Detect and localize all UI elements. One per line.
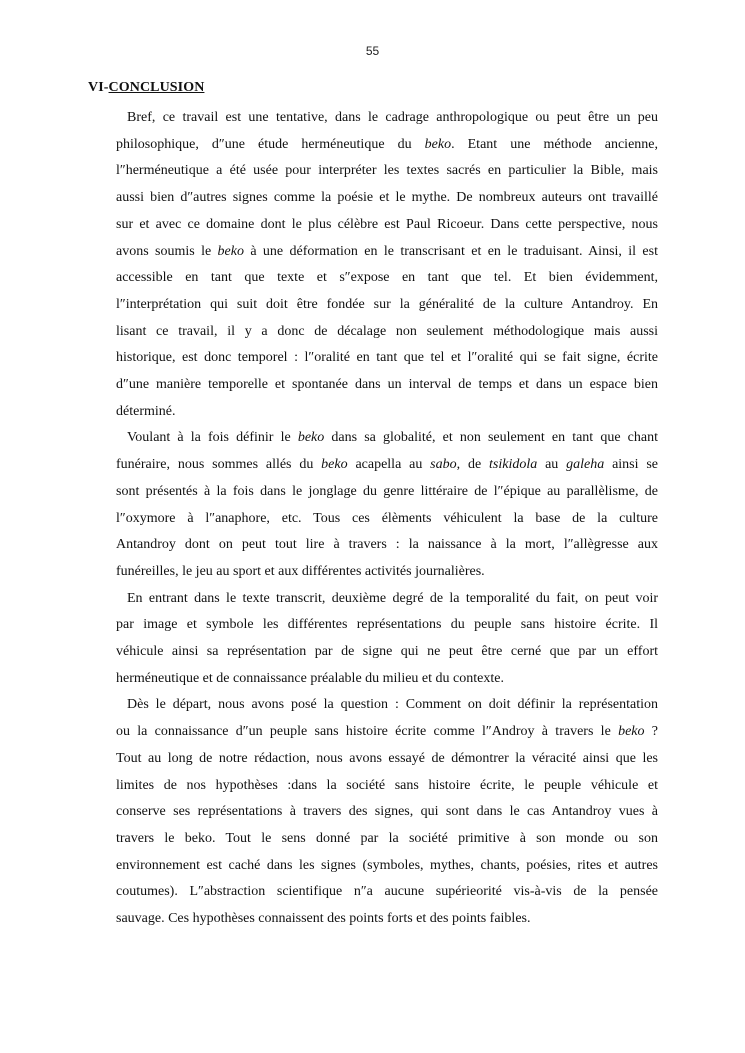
text-run: ? (644, 724, 658, 740)
text-line (116, 506, 658, 533)
text-run: à une déformation en le transcrisant et en le traduisant. Ainsi, il est (243, 243, 658, 259)
section-number: VI- (88, 80, 109, 95)
text-run: aussi bien d″autres signes comme la poésie et le mythe. De nombreux auteurs ont travaillé (116, 190, 658, 206)
text-run: sont présentés à la fois dans le jonglage du genre littéraire de l″épique au parallèlisme, de (116, 483, 658, 499)
text-run: l″oxymore à l″anaphore, etc. Tous ces élèments véhiculent la base de la culture (116, 510, 658, 526)
text-line (116, 853, 658, 880)
paragraph (116, 586, 658, 693)
text-line (116, 345, 658, 372)
section-heading (88, 80, 204, 96)
text-line (116, 239, 658, 266)
text-line (116, 132, 658, 159)
text-run: , de (456, 457, 490, 473)
text-line (116, 879, 658, 906)
text-run: l″herméneutique a été usée pour interpréter les textes sacrés en particulier la Bible, mais (116, 163, 658, 179)
page-number: 55 (365, 44, 380, 58)
text-run: par image et symbole les différentes représentations du peuple sans histoire écrite. Il (116, 617, 658, 633)
text-line (116, 265, 658, 292)
text-run: funéraire, nous sommes allés du (116, 457, 322, 473)
text-run: sauvage. Ces hypothèses connaissent des points forts et des points faibles. (116, 911, 531, 927)
italic-term: beko (321, 457, 348, 473)
text-run: avons soumis le (116, 243, 218, 259)
text-run: limites de nos hypothèses :dans la société sans histoire écrite, le peuple véhicule et (116, 777, 658, 793)
italic-term: beko (217, 243, 244, 259)
text-line (116, 826, 658, 853)
text-run: Voulant à la fois définir le (127, 430, 298, 446)
text-line (116, 773, 658, 800)
text-line (116, 586, 658, 613)
text-line (116, 559, 658, 586)
text-run: ainsi se (604, 457, 659, 473)
text-run: véhicule ainsi sa représentation par de signe qui ne peut être cerné que par un effort (116, 644, 658, 660)
text-run: acapella au (347, 457, 431, 473)
paragraph (116, 692, 658, 932)
text-line (116, 799, 658, 826)
text-line (116, 639, 658, 666)
text-run: herméneutique et de connaissance préalable du milieu et du contexte. (116, 670, 504, 686)
text-run: dans sa globalité, et non seulement en tant que chant (324, 430, 658, 446)
text-run: d″une manière temporelle et spontanée dans un interval de temps et dans un espace bien (116, 377, 658, 393)
text-run: Bref, ce travail est une tentative, dans le cadrage anthropologique ou peut être un peu (127, 110, 658, 125)
text-line (116, 399, 658, 426)
italic-term: beko (297, 430, 325, 446)
text-line (116, 158, 658, 185)
text-line (116, 532, 658, 559)
text-run: environnement est caché dans les signes (symboles, mythes, chants, poésies, rites et autres (116, 857, 658, 873)
text-run: . Etant une méthode ancienne, (451, 136, 658, 152)
text-run: philosophique, d″une étude herméneutique du (116, 136, 425, 152)
paragraph (116, 425, 658, 585)
text-line (116, 612, 658, 639)
text-line (116, 372, 658, 399)
text-run: historique, est donc temporel : l″oralité en tant que tel et l″oralité qui se fait signe, écrite (116, 350, 658, 366)
text-line (116, 292, 658, 319)
text-run: au (537, 457, 567, 473)
text-run: Dès le départ, nous avons posé la question : Comment on doit définir la représentation (127, 697, 658, 713)
section-title: CONCLUSION (108, 80, 205, 95)
text-run: Tout au long de notre rédaction, nous avons essayé de démontrer la véracité ainsi que les (116, 750, 658, 766)
italic-term: tsikidola (489, 457, 538, 473)
italic-term: sabo (430, 457, 457, 473)
italic-term: beko (424, 136, 452, 152)
text-line (116, 319, 658, 346)
text-run: conserve ses représentations à travers des signes, qui sont dans le cas Antandroy vues à (116, 804, 658, 820)
text-run: travers le beko. Tout le sens donné par la société primitive à son monde ou son (116, 830, 658, 846)
text-line (116, 185, 658, 212)
text-run: funéreilles, le jeu au sport et aux différentes activités journalières. (116, 563, 485, 579)
text-line (116, 666, 658, 693)
text-run: coutumes). L″abstraction scientifique n″a aucune supérieorité vis-à-vis de la pensée (116, 884, 658, 900)
text-run: l″interprétation qui suit doit être fondée sur la généralité de la culture Antandroy. En (116, 296, 658, 312)
text-run: sur et avec ce domaine dont le plus célèbre est Paul Ricoeur. Dans cette perspective, nous (116, 216, 658, 232)
body-text (116, 105, 658, 933)
text-run: lisant ce travail, il y a donc de décalage non seulement méthodologique mais aussi (116, 323, 658, 339)
text-line (116, 719, 658, 746)
text-line (116, 105, 658, 132)
text-line (116, 906, 658, 933)
text-line (116, 452, 658, 479)
text-run: accessible en tant que texte et s″expose en tant que tel. Et bien évidemment, (116, 270, 658, 286)
text-line (116, 425, 658, 452)
text-run: ou la connaissance d″un peuple sans histoire écrite comme l″Androy à travers le (116, 724, 619, 740)
text-line (116, 692, 658, 719)
italic-term: beko (618, 724, 645, 740)
text-run: Antandroy dont on peut tout lire à travers : la naissance à la mort, l″allègresse aux (116, 537, 658, 553)
text-line (116, 212, 658, 239)
text-run: déterminé. (116, 403, 176, 419)
text-line (116, 479, 658, 506)
text-line (116, 746, 658, 773)
text-run: En entrant dans le texte transcrit, deuxième degré de la temporalité du fait, on peut voir (127, 590, 658, 606)
italic-term: galeha (566, 457, 605, 473)
paragraph (116, 105, 658, 425)
